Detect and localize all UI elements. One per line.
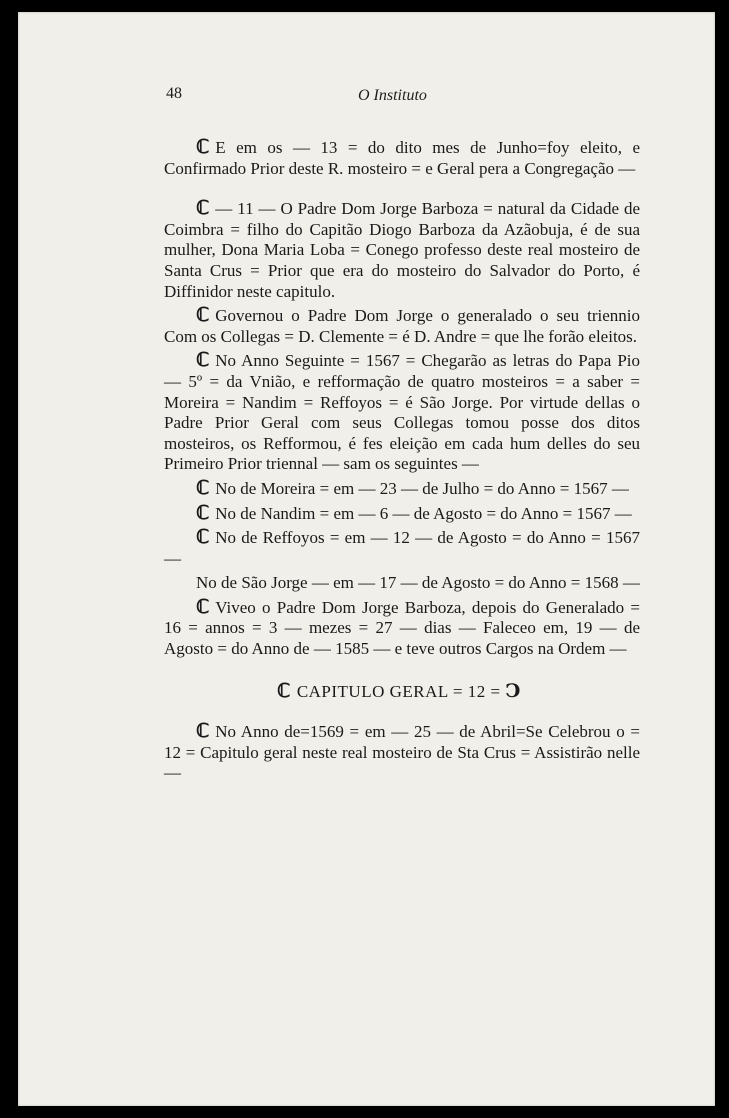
paragraph-9: ℂ Viveo o Padre Dom Jorge Barboza, depois do Generalado = 16 = annos = 3 — mezes = 27 — dias — Faleceo em, 19 — de Agosto = do Anno de — 1585 — e teve outros Cargos na Ordem — bbox=[164, 596, 640, 659]
book-page bbox=[18, 12, 715, 1106]
pilcrow-icon: ℂ bbox=[196, 596, 210, 618]
paragraph-2: ℂ — 11 — O Padre Dom Jorge Barboza = natural da Cidade de Coimbra = filho do Capitão Diogo Barboza da Azãobuja, é de sua mulher, Dona Maria Loba = Conego professo deste real mosteiro de Santa Crus = Prior que era do mosteiro do Salvador do Porto, é Diffinidor neste capitulo. bbox=[164, 198, 640, 301]
pilcrow-icon: ℂ bbox=[196, 305, 210, 327]
page-header bbox=[18, 85, 715, 115]
body-text bbox=[164, 138, 640, 784]
pilcrow-icon: ℂ bbox=[196, 721, 210, 743]
pilcrow-icon: ℂ bbox=[196, 527, 210, 549]
running-title: O Instituto bbox=[358, 87, 427, 104]
page-number: 48 bbox=[166, 85, 182, 102]
pilcrow-icon: ℂ bbox=[196, 477, 210, 499]
paragraph-6: ℂ No de Nandim = em — 6 — de Agosto = do Anno = 1567 — bbox=[196, 502, 632, 524]
heading-end-icon: Ↄ bbox=[505, 680, 521, 702]
pilcrow-icon: ℂ bbox=[196, 198, 210, 220]
paragraph-8: No de São Jorge — em — 17 — de Agosto = do Anno = 1568 — bbox=[196, 573, 640, 593]
paragraph-3: ℂ Governou o Padre Dom Jorge o generalado o seu triennio Com os Collegas = D. Clemente = é D. Andre = que lhe forão eleitos. bbox=[164, 305, 640, 346]
paragraph-4: ℂ No Anno Seguinte = 1567 = Chegarão as letras do Papa Pio — 5º = da Vnião, e refformação de quatro mosteiros = a saber = Moreira = Nandim = Reffoyos = é São Jorge. Por virtude dellas o Padre Prior Geral com seus Collegas tomou posse dos ditos mosteiros, os Refformou, é fes eleição em cada hum delles do seu Primeiro Prior triennal — sam os seguintes — bbox=[164, 350, 640, 474]
paragraph-7: ℂ No de Reffoyos = em — 12 — de Agosto = do Anno = 1567 — bbox=[164, 527, 640, 568]
final-paragraph: ℂ No Anno de=1569 = em — 25 — de Abril=Se Celebrou o = 12 = Capitulo geral neste real mosteiro de Sta Crus = Assistirão nelle — bbox=[164, 721, 640, 783]
paragraph-5: ℂ No de Moreira = em — 23 — de Julho = do Anno = 1567 — bbox=[196, 477, 629, 499]
pilcrow-icon: ℂ bbox=[196, 137, 210, 158]
pilcrow-icon: ℂ bbox=[196, 502, 210, 524]
pilcrow-icon: ℂ bbox=[196, 350, 210, 372]
section-heading: ℂ CAPITULO GERAL = 12 = Ↄ bbox=[277, 680, 521, 702]
paragraph-1: ℂ E em os — 13 = do dito mes de Junho=foy eleito, e Confirmado Prior deste R. mosteiro = e Geral pera a Congregação — bbox=[164, 137, 640, 178]
pilcrow-icon: ℂ bbox=[277, 680, 291, 702]
